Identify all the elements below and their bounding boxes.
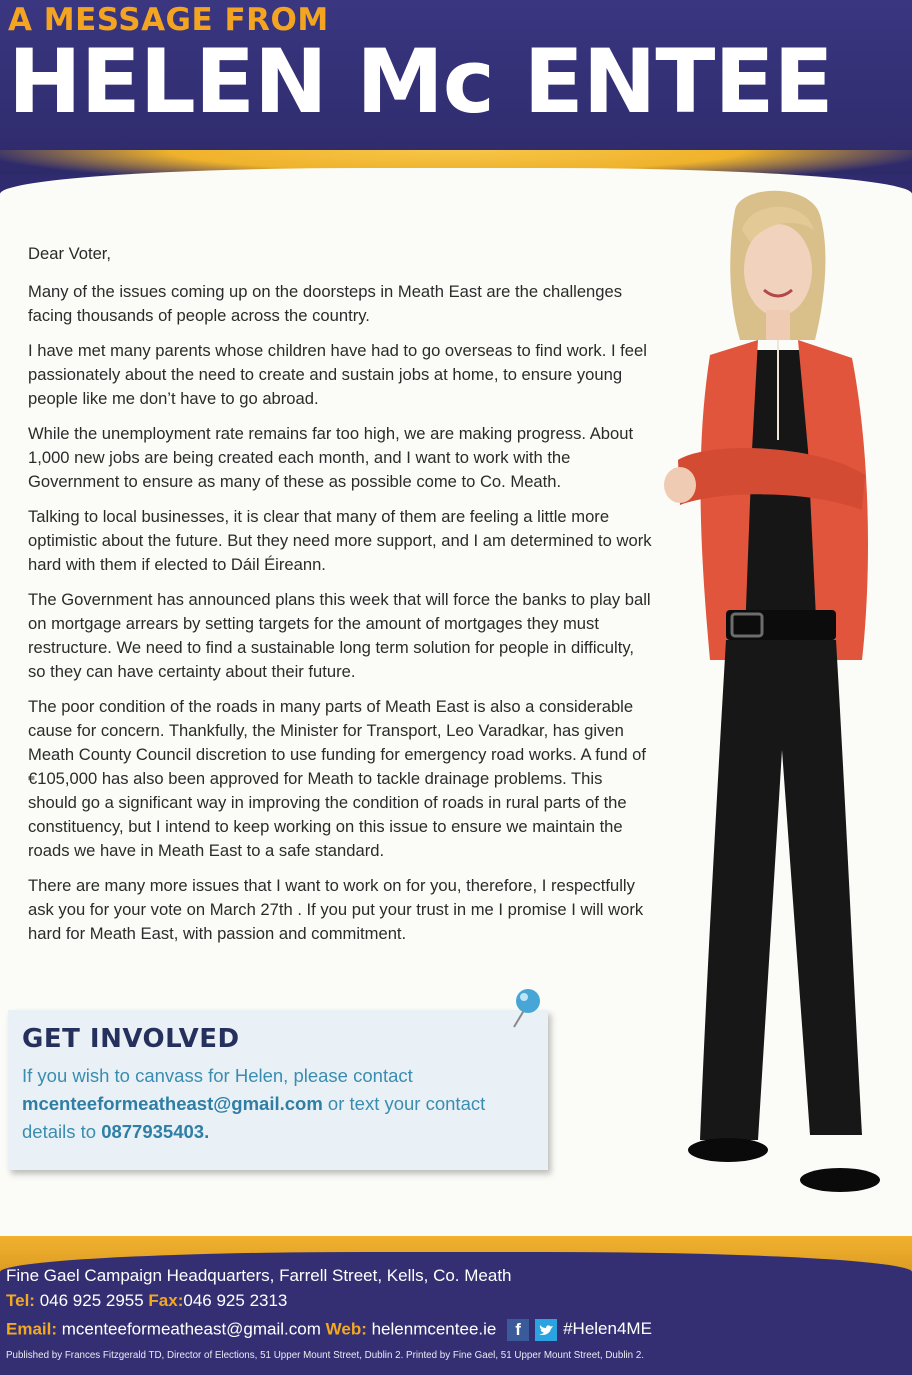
footer-web-link[interactable]: helenmcentee.ie	[366, 1319, 497, 1339]
get-involved-box	[8, 1010, 548, 1170]
tel-label: Tel:	[6, 1291, 35, 1310]
footer-email-link[interactable]: mcenteeformeatheast@gmail.com	[57, 1319, 326, 1339]
involved-phone[interactable]: 0877935403	[101, 1121, 205, 1142]
letter-paragraph: While the unemployment rate remains far too high, we are making progress. About 1,000 new jobs are being created each month, and I want to work with the Government to ensure as many of these as possible come to Co. Meath.	[28, 424, 634, 491]
letter-paragraph: Talking to local businesses, it is clear that many of them are feeling a little more optimistic about the future. But they need more support, and I am determined to work hard with them if elected to Dáil Éireann.	[28, 507, 652, 574]
letter-paragraph: There are many more issues that I want to work on for you, therefore, I respectfully ask you for your vote on March 27th . If you put your trust in me I promise I will work hard for Meath East, with passion and commitment.	[28, 876, 644, 943]
involved-email-link[interactable]: mcenteeformeatheast@gmail.com	[22, 1093, 323, 1114]
tel-number: 046 925 2955	[34, 1291, 149, 1310]
footer-contact-line	[6, 1319, 652, 1341]
hashtag: #Helen4ME	[563, 1319, 652, 1339]
letter-paragraph: Many of the issues coming up on the doorsteps in Meath East are the challenges facing thousands of people across the country.	[28, 282, 623, 325]
involved-end: .	[204, 1121, 210, 1142]
involved-mid-text: or text your contact	[322, 1093, 486, 1114]
fax-label: Fax:	[148, 1291, 184, 1310]
involved-line1: If you wish to canvass for Helen, please contact	[22, 1065, 413, 1086]
headline-name: HELEN Mc ENTEE	[8, 30, 833, 133]
web-label: Web:	[325, 1319, 367, 1339]
header-banner	[0, 0, 912, 175]
footer-phone-line	[6, 1291, 287, 1311]
footer-address: Fine Gael Campaign Headquarters, Farrell Street, Kells, Co. Meath	[6, 1266, 512, 1285]
facebook-icon[interactable]: f	[507, 1319, 529, 1341]
kicker-text: A MESSAGE FROM	[8, 2, 329, 38]
letter-paragraph: I have met many parents whose children have had to go overseas to find work. I feel passionately about the need to create and sustain jobs at home, to ensure young people like me don’t have to go abroad.	[28, 341, 647, 408]
twitter-icon[interactable]	[535, 1319, 557, 1341]
imprint-text: Published by Frances Fitzgerald TD, Director of Elections, 51 Upper Mount Street, Dublin 2. Printed by Fine Gael, 51 Upper Mount Street, Dublin 2.	[6, 1350, 645, 1361]
email-label: Email:	[6, 1319, 58, 1339]
get-involved-text	[22, 1062, 534, 1146]
letter-paragraph: The poor condition of the roads in many parts of Meath East is also a considerable cause for concern. Thankfully, the Minister for Transport, Leo Varadkar, has given Meath County Council discretion to use funding for emergency road works. A fund of €105,000 has also been approved for Meath to tackle drainage problems. This should go a significant way in improving the condition of roads in rural parts of the constituency, but I intend to keep working on this issue to ensure we maintain the roads we have in Meath East to a safe standard.	[28, 697, 646, 860]
candidate-photo	[640, 190, 912, 1200]
involved-details-text: details to	[22, 1121, 102, 1142]
letter-greeting: Dear Voter,	[28, 244, 112, 263]
letter-body	[28, 242, 653, 957]
letter-paragraph: The Government has announced plans this week that will force the banks to play ball on mortgage arrears by setting targets for the amount of mortgages they must restructure. We need to find a sustainable long term solution for people in difficulty, so they can have certainty about their future.	[28, 590, 651, 681]
pushpin-icon	[502, 985, 552, 1035]
fax-number: 046 925 2313	[183, 1291, 288, 1310]
get-involved-title: GET INVOLVED	[22, 1024, 240, 1054]
